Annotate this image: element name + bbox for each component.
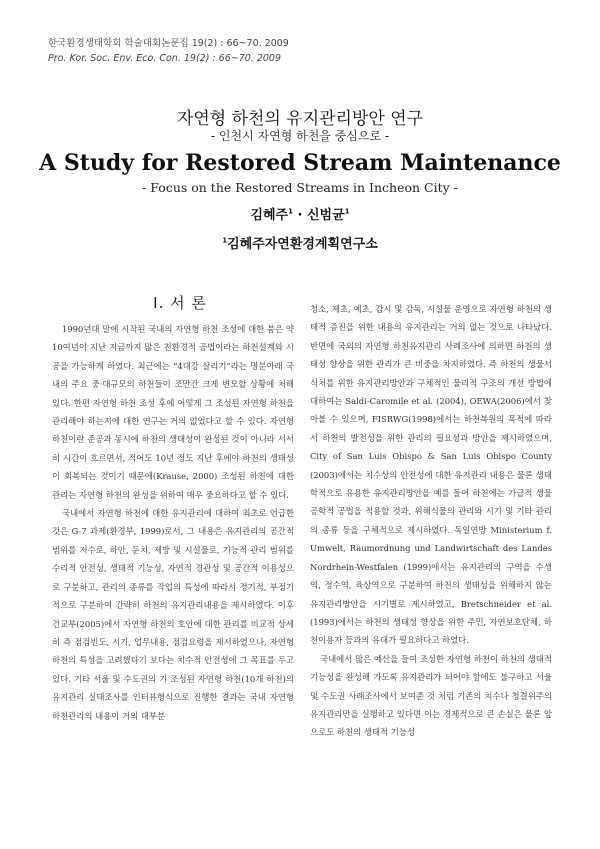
section-heading-introduction: Ⅰ. 서 론 <box>153 294 207 312</box>
affiliation <box>0 233 600 252</box>
author-name: 김혜주 <box>250 208 289 223</box>
body-paragraph: 국내에서 자연형 하천에 대한 유지관리에 대하여 최초로 언급한 것은 G-7 과제(환경부, 1999)로서, 그 내용은 유지관리의 공간적 범위를 저수로, 하안, 둔치, 제방 및 시설물로, 기능적 관리 범위를 수리적 안전성, 생태적 기능성, 자연적 경관성 및 공간적 이용성으로 구분하고, 관리의 종류를 작업의 특성에 따라서 정기적, 부정기적으로 구분하여 간략히 하천의 유지관리내용을 제시하였다. 이후 건교부(2005)에서 자연형 하천의 호안에 대한 관리를 비교적 상세히 즉 점검빈도, 시기, 업무내용, 점검요령을 제시하였으나, 자연형 하천의 특성을 고려했다기 보다는 치수적 안전성에 그 목표를 두고 있다. 기타 서울 및 수도권의 기 조성된 자연형 하천(10개 하천)의 유지관리 실태조사를 인터뷰형식으로 진행한 결과는 국내 자연형 하천관리의 내용이 거의 대부분 <box>52 508 294 721</box>
body-paragraph: 1990년대 말에 시작된 국내의 자연형 하천 조성에 대한 붐은 약 10여년이 지난 지금까지 많은 친환경적 공법이라는 하천설계와 시공을 가능하게 하였다. 최근에는 “4대강 살리기”라는 명분아래 국내의 주요 중·대규모의 하천들이 조만간 크게 변모할 상황에 처해 있다. 한편 자연형 하천 조성 후에 어떻게 그 조성된 자연형 하천을 관리해야 하는지에 대한 연구는 거의 없었다고 할 수 있다. 자연형 하천이란 준공과 동시에 하천의 생태성이 완성된 것이 아니라 서서히 시간이 흐르면서, 적어도 10년 정도 지난 후에야 하천의 생태성이 회복되는 것이기 때문에(Krause, 2000) 조성된 하천에 대한 관리는 자연형 하천의 완성을 위하여 매우 중요하다고 할 수 있다. <box>52 324 294 500</box>
author-name: 신범균 <box>307 208 345 223</box>
body-paragraph: 국내에서 많은 예산을 들여 조성한 자연형 하천이 하천의 생태적 기능성을 완성해 가도록 유지관리가 되어야 함에도 불구하고 서울 및 수도권 사례조사에서 보여준 것 처럼 기존의 치수나 청결위주의 유지관리만을 실행하고 있다면 이는 경제적으로 큰 손실은 물론 앞으로도 하천의 생태적 기능성 <box>310 653 552 738</box>
korean-subtitle: - 인천시 자연형 하천을 중심으로 - <box>210 129 390 143</box>
author-list <box>0 204 600 223</box>
right-column <box>310 300 552 742</box>
author-affiliation-marker: 1 <box>288 207 293 216</box>
journal-header <box>48 36 289 66</box>
affiliation-marker: 1 <box>222 236 228 245</box>
journal-citation-korean: 한국환경생태학회 학술대회논문집 19(2) : 66~70. 2009 <box>48 38 289 49</box>
journal-citation-english: Pro. Kor. Soc. Env. Eco. Con. 19(2) : 66~70. 2009 <box>48 53 282 64</box>
korean-title: 자연형 하천의 유지관리방안 연구 <box>176 109 424 129</box>
author-separator: · <box>293 208 307 223</box>
english-title: A Study for Restored Stream Maintenance <box>39 150 561 176</box>
english-subtitle: - Focus on the Restored Streams in Incheon City - <box>142 180 458 195</box>
author-affiliation-marker: 1 <box>344 207 350 216</box>
affiliation-name: 김혜주자연환경계획연구소 <box>227 237 378 252</box>
body-paragraph: 청소, 제초, 예초, 감시 및 감독, 시설물 운영으로 자연형 하천의 생태적 증진을 위한 내용의 유지관리는 거의 없는 것으로 나타났다. 반면에 국외의 자연형 하천유지관리 사례조사에 의하면 하천의 생태성 향상을 위한 관리가 큰 비중을 차지하였다. 즉 하천의 생물서식처를 위한 유지관리방안과 구체적인 물리적 구조의 개선 방법에 대하여는 Saldi-Caromile et al. (2004), OEWA(2006)에서 찾아볼 수 있으며, FISRWG(1998)에서는 하천복원의 목적에 따라서 하천의 발전성을 위한 관리의 필요성과 방안을 제시하였으며, City of San Luis Obispo & San Luis Obispo County (2003)에서는 치수상의 안전성에 대한 유지관리 내용은 물론 생태학적으로 유용한 유지관리방안을 예를 들어 하천에는 가급적 생물공학적 공법을 적용할 것과, 위해식물의 관리와 시기 및 기타 관리의 종류 등을 구체적으로 제시하였다. 독일연방 Ministerium f. Umwelt, Raumordnung und Landwirtschaft des Landes Nordrhein-Westfalen (1999)에서는 유지관리의 구역을 수생역, 정수역, 육상역으로 구분하여 하천의 생태성을 위해하지 않는 유지관리방안을 시기별로 제시하였고, Bretschneider et al.(1993)에서는 하천의 생태성 향상을 위한 주민, 자연보호단체, 하천이용자 등과의 유대가 필요하다고 하였다. <box>310 304 552 646</box>
left-column <box>52 320 294 725</box>
